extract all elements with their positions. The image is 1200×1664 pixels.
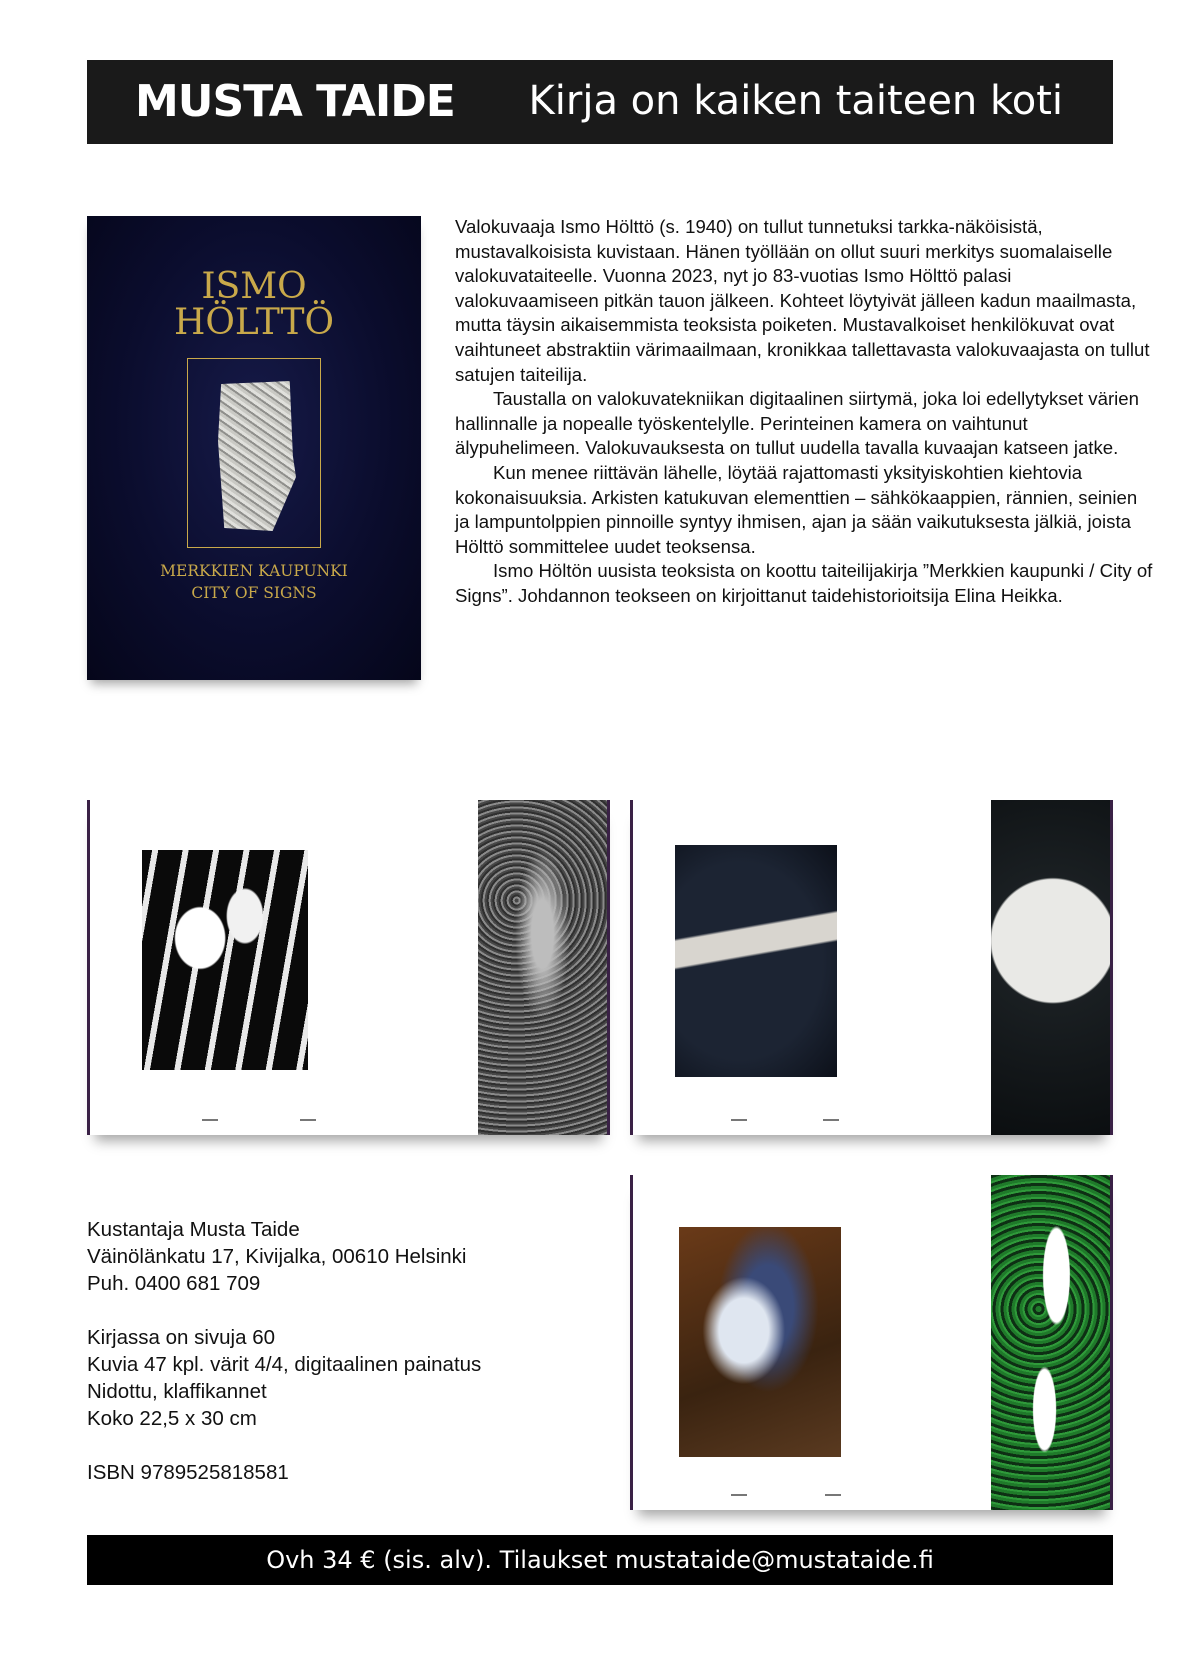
spread-left-page bbox=[87, 800, 349, 1135]
intro-paragraph: Ismo Höltön uusista teoksista on koottu taiteilijakirja ”Merkkien kaupunki / City of Signs”. Johdannon teokseen on kirjoittanut taidehistorioitsija Elina Heikka. bbox=[455, 560, 1153, 606]
spread-photo bbox=[679, 1227, 841, 1457]
publisher-phone: Puh. 0400 681 709 bbox=[87, 1272, 261, 1295]
page-caption-mark bbox=[731, 1119, 747, 1121]
page-caption-mark bbox=[731, 1494, 747, 1496]
cover-author-last: HÖLTTÖ bbox=[173, 302, 335, 343]
page-caption-mark bbox=[202, 1119, 218, 1121]
footer-bar bbox=[87, 1535, 1113, 1585]
spread-left-page bbox=[630, 800, 872, 1135]
publisher-name: Kustantaja Musta Taide bbox=[87, 1218, 300, 1241]
intro-paragraph: Valokuvaaja Ismo Hölttö (s. 1940) on tullut tunnetuksi tarkka-näköisistä, mustavalkoisista kuvistaan. Hänen työllään on ollut suuri merkitys suomalaiselle valokuvataiteelle. Vuonna 2023, nyt jo 83-vuotias Ismo Hölttö palasi valokuvaamiseen pitkän tauon jälkeen. Kohteet löytyivät jälleen kadun maailmasta, mutta täysin aikaisemmista teoksista poiketen. Mustavalkoiset henkilökuvat ovat vaihtuneet abstraktiin värimaailmaan, kronikkaa tallettavasta valokuvaajasta on tullut satujen taiteilija. bbox=[455, 216, 1150, 385]
book-pages: Kirjassa on sivuja 60 bbox=[87, 1326, 276, 1349]
brand-title: MUSTA TAIDE bbox=[135, 76, 455, 127]
cover-author-first: ISMO bbox=[201, 266, 307, 307]
spread-right-page bbox=[872, 800, 1114, 1135]
spread-photo bbox=[675, 845, 837, 1077]
book-cover-image bbox=[87, 216, 421, 680]
cover-title-en: CITY OF SIGNS bbox=[191, 584, 317, 602]
book-spread-2 bbox=[630, 800, 1113, 1135]
page-caption-mark bbox=[823, 1119, 839, 1121]
book-binding: Nidottu, klaffikannet bbox=[87, 1380, 267, 1403]
cover-frame bbox=[187, 358, 321, 548]
book-images: Kuvia 47 kpl. värit 4/4, digitaalinen painatus bbox=[87, 1353, 482, 1376]
book-spread-3 bbox=[630, 1175, 1113, 1510]
spread-right-page bbox=[872, 1175, 1114, 1510]
book-spread-1 bbox=[87, 800, 610, 1135]
header-bar bbox=[87, 60, 1113, 144]
intro-paragraph: Kun menee riittävän lähelle, löytää rajattomasti yksityiskohtien kiehtovia kokonaisuuksia. Arkisten katukuvan elementtien – sähkökaappien, rännien, seinien ja lampuntolppien pinnoille syntyy ihmisen, ajan ja sään vaikutuksesta jälkiä, joista Hölttö sommittelee uudet teoksensa. bbox=[455, 461, 1138, 557]
spread-photo bbox=[142, 850, 308, 1070]
publisher-address: Väinölänkatu 17, Kivijalka, 00610 Helsinki bbox=[87, 1245, 467, 1268]
spread-photo bbox=[991, 1175, 1110, 1510]
publisher-info bbox=[87, 1216, 607, 1513]
book-isbn: ISBN 9789525818581 bbox=[87, 1461, 289, 1484]
spread-right-page bbox=[349, 800, 611, 1135]
page-caption-mark bbox=[300, 1119, 316, 1121]
cover-title-fi: MERKKIEN KAUPUNKI bbox=[160, 562, 348, 580]
footer-order-text: Ovh 34 € (sis. alv). Tilaukset mustataide@mustataide.fi bbox=[266, 1546, 934, 1574]
cover-stone-photo bbox=[218, 381, 296, 531]
intro-paragraph: Taustalla on valokuvatekniikan digitaalinen siirtymä, joka loi edellytykset värien hallinnalle ja nopealle työskentelylle. Perinteinen kamera on vaihtunut älypuhelimeen. Valokuvauksesta on tullut uudella tavalla kuvaajan katseen jatke. bbox=[455, 388, 1139, 459]
spread-left-page bbox=[630, 1175, 872, 1510]
header-tagline: Kirja on kaiken taiteen koti bbox=[528, 78, 1063, 124]
page-caption-mark bbox=[825, 1494, 841, 1496]
intro-text bbox=[455, 215, 1155, 609]
spread-photo bbox=[478, 800, 607, 1135]
spread-photo bbox=[991, 800, 1110, 1135]
book-size: Koko 22,5 x 30 cm bbox=[87, 1407, 257, 1430]
